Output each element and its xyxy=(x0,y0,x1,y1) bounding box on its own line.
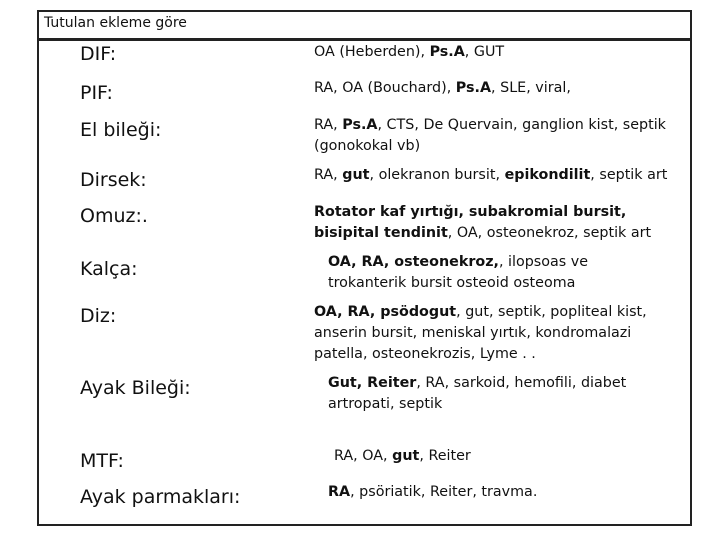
joint-description xyxy=(314,302,674,365)
description-segment: RA, OA, xyxy=(334,448,393,464)
description-bold-segment: OA, RA, osteonekroz, xyxy=(328,254,499,270)
description-segment: , RA, sarkoid, hemofili, diabet artropati, septik xyxy=(328,375,627,412)
joint-term: Ayak parmakları: xyxy=(80,486,241,508)
description-segment: , OA, osteonekroz, septik art xyxy=(447,225,652,241)
joint-term: Omuz:. xyxy=(80,205,148,227)
description-bold-segment: Rotator kaf yırtığı, subakromial bursit, bisipital tendinit xyxy=(314,204,627,241)
description-segment: RA, OA (Bouchard), xyxy=(314,80,456,96)
joint-description xyxy=(314,165,674,186)
description-segment: RA, xyxy=(314,117,343,133)
description-segment: , GUT xyxy=(464,44,505,60)
description-segment: , septik art xyxy=(590,167,668,183)
joint-term: MTF: xyxy=(80,450,124,472)
description-segment: , SLE, viral, xyxy=(491,80,571,96)
description-segment: , ilopsoas ve trokanterik bursit osteoid osteoma xyxy=(328,254,589,291)
title-divider xyxy=(37,38,692,41)
description-bold-segment: gut xyxy=(342,167,370,183)
page-title: Tutulan ekleme göre xyxy=(44,15,187,31)
description-bold-segment: RA xyxy=(328,484,351,500)
description-bold-segment: Ps.A xyxy=(455,80,492,96)
description-segment: , gut, septik, popliteal kist, anserin bursit, meniskal yırtık, kondromalazi patella, osteonekrozis, Lyme . . xyxy=(314,304,647,362)
joint-term: PIF: xyxy=(80,82,113,104)
description-segment: , olekranon bursit, xyxy=(369,167,505,183)
description-segment: , psöriatik, Reiter, travma. xyxy=(350,484,538,500)
joint-description xyxy=(328,482,688,503)
joint-description xyxy=(328,252,668,294)
joint-description xyxy=(314,202,674,244)
joint-description xyxy=(328,373,638,415)
description-segment: , CTS, De Quervain, ganglion kist, septik (gonokokal vb) xyxy=(314,117,666,154)
joint-term: Diz: xyxy=(80,305,117,327)
description-bold-segment: Gut, Reiter xyxy=(328,375,417,391)
description-segment: , Reiter xyxy=(419,448,471,464)
joint-description xyxy=(314,115,674,157)
description-bold-segment: Ps.A xyxy=(342,117,378,133)
description-bold-segment: epikondilit xyxy=(504,167,591,183)
description-bold-segment: OA, RA, psödogut xyxy=(314,304,457,320)
joint-description xyxy=(314,78,674,99)
joint-term: El bileği: xyxy=(80,119,162,141)
joint-term: Kalça: xyxy=(80,258,138,280)
joint-description xyxy=(314,42,674,63)
joint-term: DIF: xyxy=(80,43,117,65)
description-bold-segment: Ps.A xyxy=(429,44,465,60)
joint-term: Ayak Bileği: xyxy=(80,377,191,399)
description-bold-segment: gut xyxy=(392,448,420,464)
joint-term: Dirsek: xyxy=(80,169,147,191)
description-segment: RA, xyxy=(314,167,343,183)
description-segment: OA (Heberden), xyxy=(314,44,430,60)
joint-description xyxy=(334,446,694,467)
